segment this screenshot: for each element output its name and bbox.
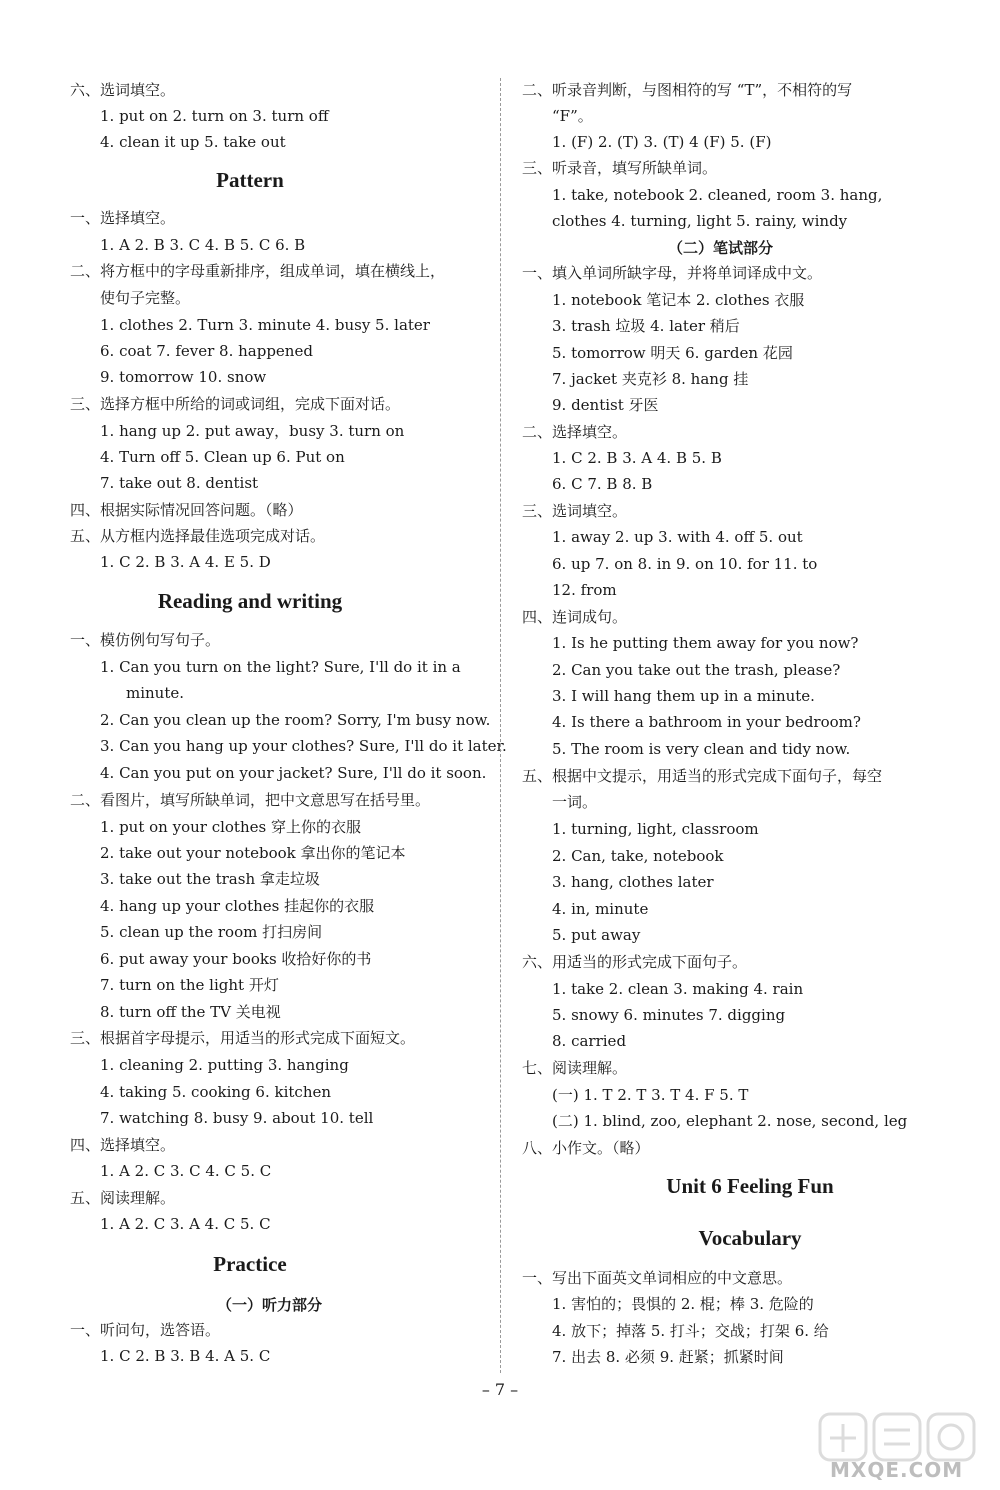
answer-line: 五、从方框内选择最佳选项完成对话。 <box>70 527 326 545</box>
answer-line: 4. Is there a bathroom in your bedroom? <box>552 713 861 731</box>
answer-line: 5. tomorrow 明天 6. garden 花园 <box>552 344 793 362</box>
answer-line: 4. in, minute <box>552 900 649 918</box>
answer-line: 五、阅读理解。 <box>70 1189 176 1207</box>
answer-line: 一、听问句，选答语。 <box>70 1321 221 1339</box>
answer-line: 9. tomorrow 10. snow <box>100 368 267 386</box>
answer-line: 1. away 2. up 3. with 4. off 5. out <box>552 528 803 546</box>
answer-line: (一) 1. T 2. T 3. T 4. F 5. T <box>552 1086 749 1104</box>
answer-line: 使句子完整。 <box>100 289 191 307</box>
answer-line: 三、听录音，填写所缺单词。 <box>522 159 718 177</box>
watermark-text: MXQE.COM <box>830 1458 964 1482</box>
answer-line: 4. hang up your clothes 挂起你的衣服 <box>100 897 375 915</box>
answer-line: 1. cleaning 2. putting 3. hanging <box>100 1056 349 1074</box>
answer-line: 8. turn off the TV 关电视 <box>100 1003 281 1021</box>
answer-line: 六、选词填空。 <box>70 81 176 99</box>
section-heading: Unit 6 Feeling Fun <box>666 1174 834 1198</box>
answer-line: 7. turn on the light 开灯 <box>100 976 279 994</box>
answer-line: 4. 放下；掉落 5. 打斗；交战；打架 6. 给 <box>552 1322 829 1340</box>
answer-line: 2. Can, take, notebook <box>552 847 724 865</box>
answer-line: 1. turning, light, classroom <box>552 820 759 838</box>
answer-line: clothes 4. turning, light 5. rainy, windy <box>552 212 848 230</box>
answer-line: 5. The room is very clean and tidy now. <box>552 740 851 758</box>
answer-line: 5. put away <box>552 926 641 944</box>
section-heading: Vocabulary <box>698 1226 802 1250</box>
answer-line: minute. <box>126 684 185 702</box>
answer-line: 3. trash 垃圾 4. later 稍后 <box>552 317 740 335</box>
answer-line: 2. Can you take out the trash, please? <box>552 661 841 679</box>
answer-line: 二、将方框中的字母重新排序，组成单词，填在横线上， <box>70 262 446 280</box>
answer-line: 3. Can you hang up your clothes? Sure, I'll do it later. <box>100 737 507 755</box>
answer-line: 5. snowy 6. minutes 7. digging <box>552 1006 786 1024</box>
answer-line: 1. take, notebook 2. cleaned, room 3. hang, <box>552 186 883 204</box>
answer-line: 12. from <box>552 581 617 599</box>
answer-line: 4. Can you put on your jacket? Sure, I'll do it soon. <box>100 764 487 782</box>
answer-line: 2. take out your notebook 拿出你的笔记本 <box>100 844 406 862</box>
answer-line: 1. (F) 2. (T) 3. (T) 4 (F) 5. (F) <box>552 133 772 151</box>
answer-line: 七、阅读理解。 <box>522 1059 628 1077</box>
answer-line: 四、连词成句。 <box>522 608 628 626</box>
answer-line: 三、根据首字母提示，用适当的形式完成下面短文。 <box>70 1029 416 1047</box>
answer-line: 4. clean it up 5. take out <box>100 133 286 151</box>
section-heading: Reading and writing <box>157 589 343 613</box>
answer-line: (二) 1. blind, zoo, elephant 2. nose, second, leg <box>552 1112 908 1130</box>
answer-line: 2. Can you clean up the room? Sorry, I'm busy now. <box>100 711 491 729</box>
answer-line: 1. C 2. B 3. B 4. A 5. C <box>100 1347 271 1365</box>
answer-line: 一词。 <box>552 793 598 811</box>
answer-line: 3. take out the trash 拿走垃圾 <box>100 870 320 888</box>
answer-line: 二、选择填空。 <box>522 423 628 441</box>
answer-line: 9. dentist 牙医 <box>552 396 659 414</box>
answer-line: 1. C 2. B 3. A 4. E 5. D <box>100 553 271 571</box>
answer-line: 1. notebook 笔记本 2. clothes 衣服 <box>552 291 805 309</box>
answer-line: 一、选择填空。 <box>70 209 176 227</box>
answer-line: 4. taking 5. cooking 6. kitchen <box>100 1083 332 1101</box>
answer-line: 八、小作文。（略） <box>522 1139 650 1157</box>
answer-line: 1. put on 2. turn on 3. turn off <box>100 107 329 125</box>
answer-line: 1. A 2. C 3. C 4. C 5. C <box>100 1162 272 1180</box>
answer-line: 7. watching 8. busy 9. about 10. tell <box>100 1109 374 1127</box>
answer-line: “F”。 <box>552 107 593 125</box>
answer-line: 1. A 2. B 3. C 4. B 5. C 6. B <box>100 236 306 254</box>
answer-line: 1. Can you turn on the light? Sure, I'll do it in a <box>100 658 461 676</box>
answer-line: 1. Is he putting them away for you now? <box>552 634 859 652</box>
answer-line: 5. clean up the room 打扫房间 <box>100 923 323 941</box>
answer-line: 五、根据中文提示，用适当的形式完成下面句子，每空 <box>522 767 883 785</box>
answer-line: 7. 出去 8. 必须 9. 赶紧；抓紧时间 <box>552 1348 784 1366</box>
answer-line: 3. I will hang them up in a minute. <box>552 687 815 705</box>
answer-line: 二、听录音判断，与图相符的写 “T”，不相符的写 <box>522 81 853 99</box>
answer-line: 一、写出下面英文单词相应的中文意思。 <box>522 1269 793 1287</box>
answer-line: 6. put away your books 收拾好你的书 <box>100 950 372 968</box>
answer-line: 1. clothes 2. Turn 3. minute 4. busy 5. later <box>100 316 430 334</box>
answer-line: 一、模仿例句写句子。 <box>70 631 221 649</box>
answer-line: 六、用适当的形式完成下面句子。 <box>522 953 748 971</box>
answer-line: 一、填入单词所缺字母，并将单词译成中文。 <box>522 264 823 282</box>
answer-line: 7. jacket 夹克衫 8. hang 挂 <box>552 370 749 388</box>
answer-line: 7. take out 8. dentist <box>100 474 259 492</box>
answer-line: 1. hang up 2. put away，busy 3. turn on <box>100 422 405 440</box>
answer-line: 三、选择方框中所给的词或词组，完成下面对话。 <box>70 395 401 413</box>
answer-line: 1. A 2. C 3. A 4. C 5. C <box>100 1215 271 1233</box>
answer-line: 三、选词填空。 <box>522 502 628 520</box>
answer-line: 6. up 7. on 8. in 9. on 10. for 11. to <box>552 555 818 573</box>
page-number: – 7 – <box>481 1380 519 1399</box>
answer-line: 二、看图片，填写所缺单词，把中文意思写在括号里。 <box>70 791 431 809</box>
answer-line: 1. 害怕的；畏惧的 2. 棍；棒 3. 危险的 <box>552 1295 814 1313</box>
answer-line: 6. coat 7. fever 8. happened <box>100 342 313 360</box>
section-heading: Pattern <box>216 168 284 192</box>
answer-line: 8. carried <box>552 1032 627 1050</box>
answer-line: 6. C 7. B 8. B <box>552 475 653 493</box>
answer-line: 4. Turn off 5. Clean up 6. Put on <box>100 448 345 466</box>
subsection-heading: （一）听力部分 <box>217 1296 323 1314</box>
subsection-heading: （二）笔试部分 <box>668 239 774 257</box>
answer-line: 1. take 2. clean 3. making 4. rain <box>552 980 804 998</box>
answer-line: 四、选择填空。 <box>70 1136 176 1154</box>
section-heading: Practice <box>213 1252 287 1276</box>
answer-line: 四、根据实际情况回答问题。（略） <box>70 501 303 519</box>
answer-line: 1. put on your clothes 穿上你的衣服 <box>100 818 361 836</box>
answer-line: 3. hang, clothes later <box>552 873 714 891</box>
answer-line: 1. C 2. B 3. A 4. B 5. B <box>552 449 722 467</box>
